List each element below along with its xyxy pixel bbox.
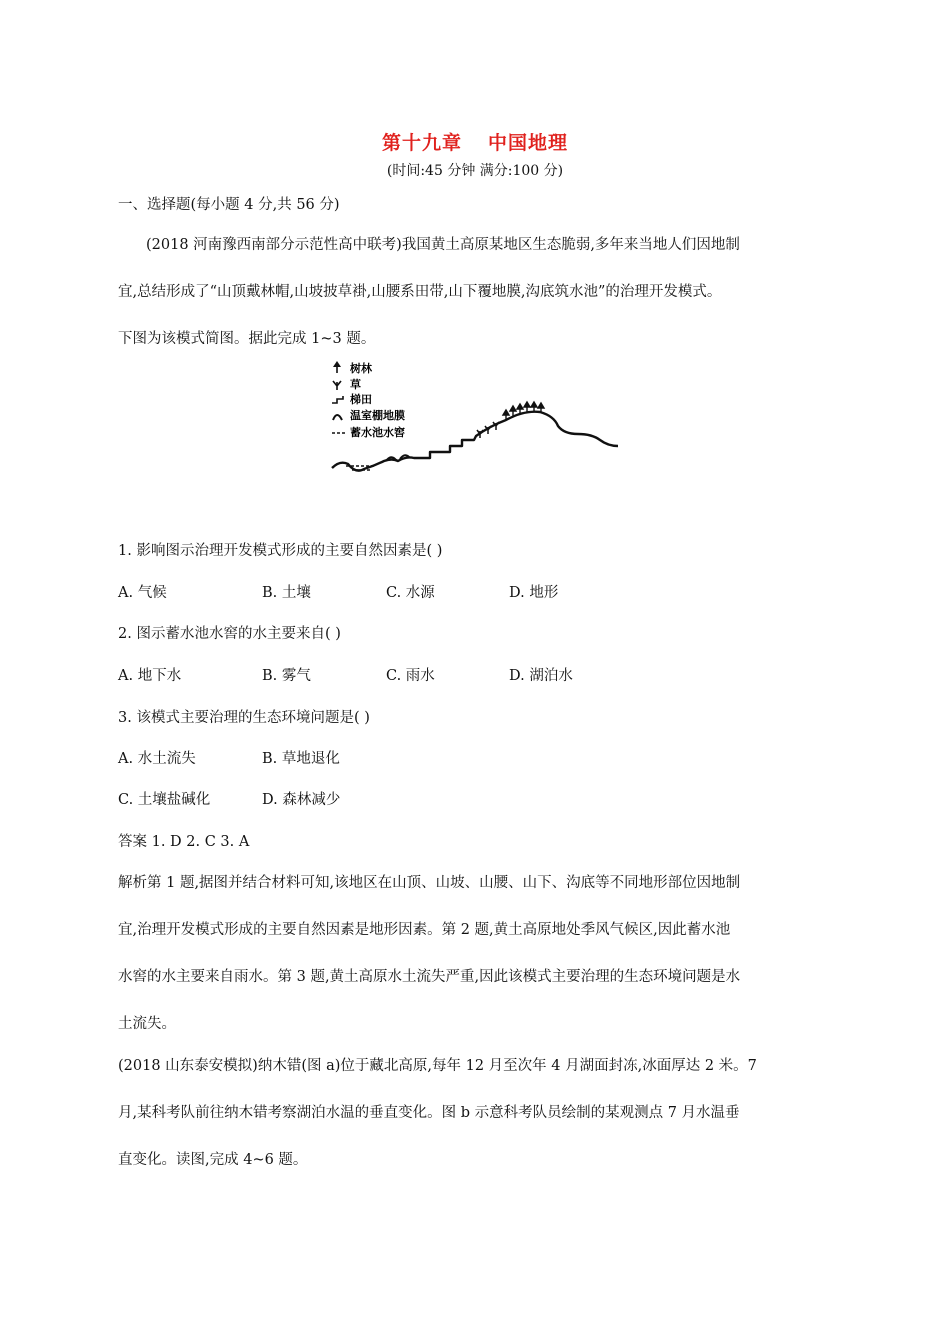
question-1-option-b[interactable]: B. 土壤 xyxy=(262,585,311,601)
legend-label-forest: 树林 xyxy=(350,362,372,375)
question-2-option-c[interactable]: C. 雨水 xyxy=(386,668,435,684)
tree-icon xyxy=(333,361,341,373)
analysis-line1: 解析第 1 题,据图并结合材料可知,该地区在山顶、山坡、山腰、山下、沟底等不同地形部位因地制 xyxy=(118,875,741,891)
legend-label-reservoir: 蓄水池水窖 xyxy=(350,426,405,439)
answer-key: 答案 1. D 2. C 3. A xyxy=(118,834,250,850)
chapter-title xyxy=(0,128,950,155)
chapter-number: 第十九章 xyxy=(381,132,462,154)
passage1-line2: 宜,总结形成了“山顶戴林帽,山坡披草褂,山腰系田带,山下覆地膜,沟底筑水池”的治理开发模式。 xyxy=(118,284,722,300)
question-1-option-a[interactable]: A. 气候 xyxy=(118,585,167,601)
analysis-line3: 水窖的水主要来自雨水。第 3 题,黄土高原水土流失严重,因此该模式主要治理的生态环境问题是水 xyxy=(118,969,741,985)
chapter-name: 中国地理 xyxy=(488,132,569,154)
greenhouse-film-icon xyxy=(333,415,342,420)
question-2-option-d[interactable]: D. 湖泊水 xyxy=(509,668,573,684)
terrain-diagram-svg xyxy=(330,358,622,482)
terrain-diagram xyxy=(330,358,622,482)
legend-label-grass: 草 xyxy=(350,378,361,391)
legend-label-greenhouse: 温室棚地膜 xyxy=(350,409,405,422)
question-3-option-b[interactable]: B. 草地退化 xyxy=(262,751,340,767)
question-1-stem: 1. 影响图示治理开发模式形成的主要自然因素是( ) xyxy=(118,543,443,559)
analysis-line4: 土流失。 xyxy=(118,1016,176,1032)
question-3-option-a[interactable]: A. 水土流失 xyxy=(118,751,196,767)
legend-label-terrace: 梯田 xyxy=(350,393,372,406)
passage1-line1: (2018 河南豫西南部分示范性高中联考)我国黄土高原某地区生态脆弱,多年来当地人们因地制 xyxy=(146,237,740,253)
section-heading: 一、选择题(每小题 4 分,共 56 分) xyxy=(118,197,340,213)
question-2-option-b[interactable]: B. 雾气 xyxy=(262,668,311,684)
question-2-option-a[interactable]: A. 地下水 xyxy=(118,668,182,684)
grass-icon xyxy=(333,381,341,390)
question-2-stem: 2. 图示蓄水池水窖的水主要来自( ) xyxy=(118,626,341,642)
passage2-line2: 月,某科考队前往纳木错考察湖泊水温的垂直变化。图 b 示意科考队员绘制的某观测点 7 月水温垂 xyxy=(118,1105,740,1121)
terrace-icon xyxy=(332,396,343,403)
question-3-option-d[interactable]: D. 森林减少 xyxy=(262,792,341,808)
passage1-line3: 下图为该模式简图。据此完成 1~3 题。 xyxy=(118,331,376,347)
question-3-option-c[interactable]: C. 土壤盐碱化 xyxy=(118,792,211,808)
time-score-info: (时间:45 分钟 满分:100 分) xyxy=(386,163,564,179)
question-1-option-c[interactable]: C. 水源 xyxy=(386,585,435,601)
passage2-line3: 直变化。读图,完成 4~6 题。 xyxy=(118,1152,308,1168)
passage2-line1: (2018 山东泰安模拟)纳木错(图 a)位于藏北高原,每年 12 月至次年 4 月湖面封冻,冰面厚达 2 米。7 xyxy=(118,1058,757,1074)
analysis-line2: 宜,治理开发模式形成的主要自然因素是地形因素。第 2 题,黄土高原地处季风气候区,因此蓄水池 xyxy=(118,922,731,938)
question-3-stem: 3. 该模式主要治理的生态环境问题是( ) xyxy=(118,710,370,726)
question-1-option-d[interactable]: D. 地形 xyxy=(509,585,559,601)
grass-mark xyxy=(477,422,499,438)
